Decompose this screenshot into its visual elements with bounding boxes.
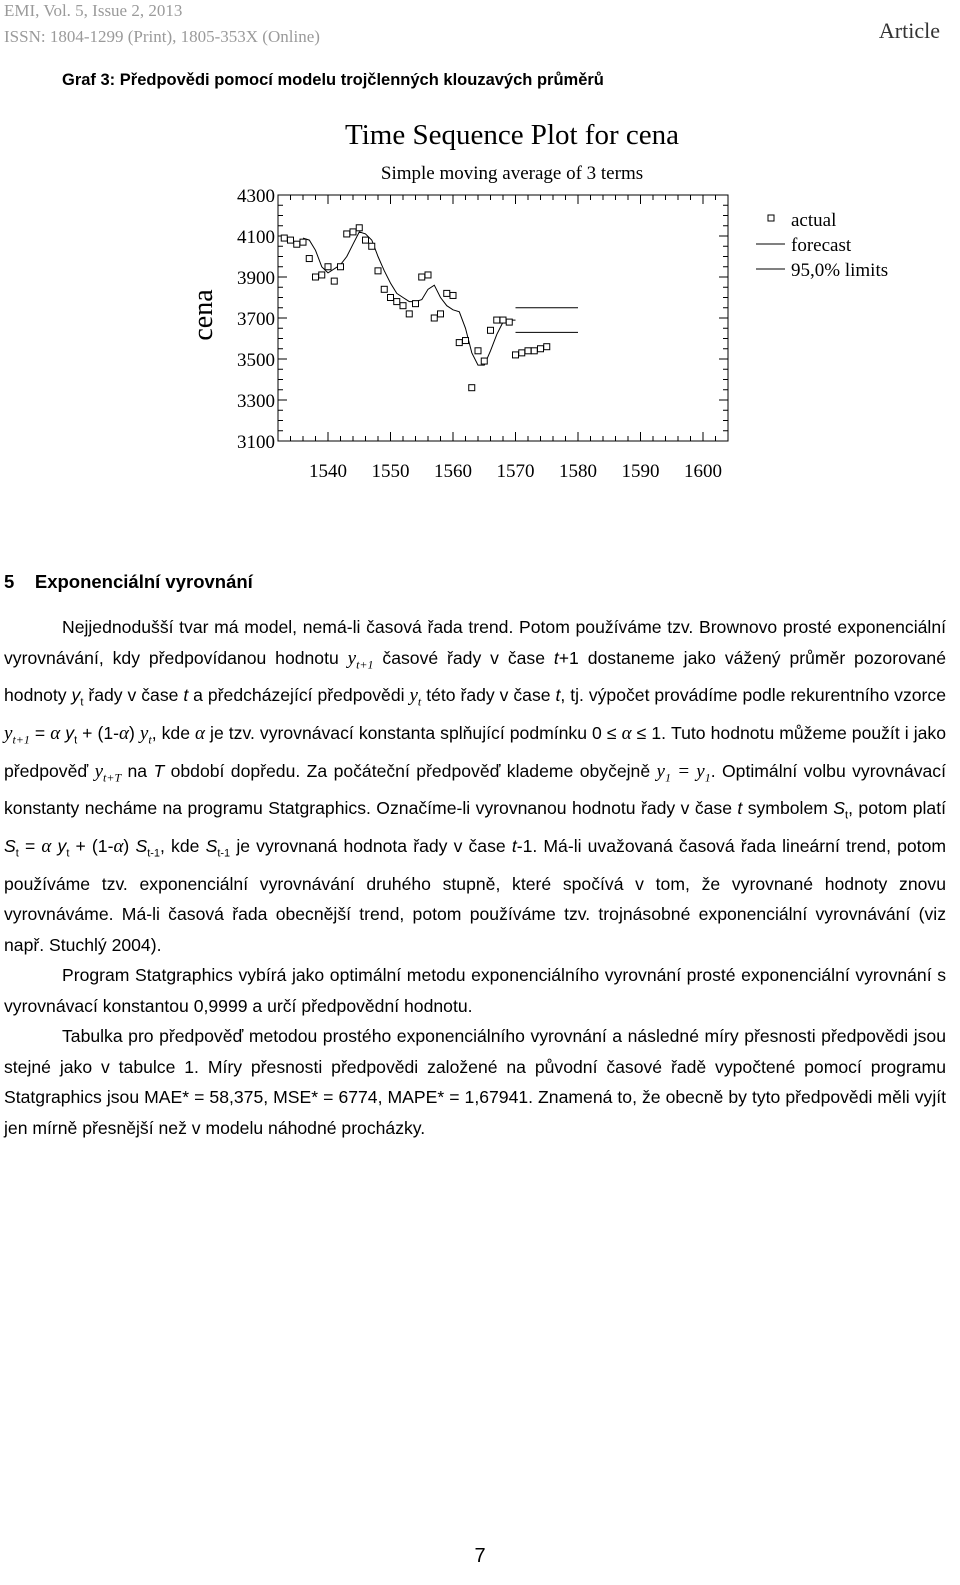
actual-point <box>344 231 350 237</box>
legend-label: forecast <box>791 235 852 256</box>
y-axis-label: cena <box>188 289 219 341</box>
p1-alpha: α <box>119 722 129 744</box>
chart-title: Time Sequence Plot for cena <box>345 119 679 151</box>
x-tick-label: 1600 <box>684 461 722 482</box>
actual-point <box>369 243 375 249</box>
actual-point <box>381 286 387 292</box>
p1-text-r: , potom platí <box>848 797 946 818</box>
actual-point <box>331 278 337 284</box>
actual-point <box>413 301 419 307</box>
p1-text-v: , kde <box>160 835 206 856</box>
p1-italic-S: S <box>833 797 846 818</box>
actual-point <box>444 290 450 296</box>
legend-marker-actual <box>768 215 774 221</box>
actual-point <box>531 348 537 354</box>
actual-point <box>475 348 481 354</box>
actual-point <box>456 340 462 346</box>
actual-point <box>325 264 331 270</box>
journal-name: EMI, Vol. 5, Issue 2, 2013 <box>4 1 183 20</box>
p1-math-y: y <box>347 647 357 669</box>
p1-math-y: y <box>139 722 149 744</box>
paragraph-2: Program Statgraphics vybírá jako optimální metodu exponenciálního vyrovnání prosté exponenciální vyrovnání s vyrovnávací konstantou 0,9999 a určí předpovědní hodnotu. <box>4 965 946 1016</box>
p1-sub: t <box>80 696 84 709</box>
p1-italic-S: S <box>135 835 148 856</box>
p1-text-c: +1 dostaneme jako vážený průměr pozorované hodnoty <box>4 647 947 705</box>
p1-italic-y: y <box>51 835 67 856</box>
section-number: 5 <box>4 571 15 592</box>
p1-sub: t <box>148 732 152 747</box>
p1-text-m: ≤ 1. Tuto hodnotu můžeme použít i jako předpověď <box>4 722 946 781</box>
p1-sub: t+1 <box>356 657 374 672</box>
actual-point <box>306 256 312 262</box>
actual-point <box>469 385 475 391</box>
page-number: 7 <box>474 1545 486 1567</box>
x-tick-label: 1570 <box>496 461 535 482</box>
p1-text-i: + (1- <box>77 722 120 743</box>
actual-point <box>375 268 381 274</box>
p1-italic-y: y <box>60 722 75 743</box>
p1-italic-t: t <box>511 835 517 856</box>
p1-text-n: na <box>121 760 154 781</box>
actual-point <box>356 225 362 231</box>
legend-label: actual <box>791 210 837 231</box>
chart-subtitle: Simple moving average of 3 terms <box>380 163 644 184</box>
p1-text-p: . Optimální volbu vyrovnávací konstanty necháme na programu Statgraphics. Označíme-li vyrovnanou hodnotu řady v čase <box>4 760 946 818</box>
body-text <box>4 612 946 1143</box>
x-tick-labels <box>309 461 722 482</box>
p1-sub: t-1 <box>217 847 231 860</box>
actual-point <box>463 338 469 344</box>
actual-point <box>363 237 369 243</box>
actual-point <box>506 319 512 325</box>
y-tick-labels <box>237 186 275 453</box>
section-heading <box>4 571 253 593</box>
p1-text-d: řady v čase <box>83 684 184 705</box>
p1-text-q: symbolem <box>742 797 834 818</box>
p1-text-s: = <box>18 835 42 856</box>
y-tick-label: 3100 <box>237 432 275 453</box>
p1-text-o: období dopředu. Za počáteční předpověď klademe obyčejně <box>164 760 657 781</box>
p1-sub: t <box>74 734 78 747</box>
p1-text-j: ) <box>129 722 140 743</box>
p1-math-y: y <box>656 760 665 782</box>
paragraph-3: Tabulka pro předpověď metodou prostého exponenciálního vyrovnání a následné míry přesnosti předpovědi jsou stejné jako v tabulce 1. Míry přesnosti předpovědi založené na původní časové řadě vypočtené pomocí programu Statgraphics jsou MAE* = 58,375, MSE* = 6774, MAPE* = 1,67941. Znamená to, že obecně by tyto předpovědi měli vyjít jen mírně přesnější než v modelu náhodné procházky. <box>4 1026 946 1138</box>
p1-math-y: y <box>94 760 104 782</box>
p1-sub: t+T <box>103 770 122 785</box>
actual-point <box>338 264 344 270</box>
actual-point <box>388 295 394 301</box>
actual-point <box>494 317 500 323</box>
p1-text-t: + (1- <box>69 835 114 856</box>
actual-point <box>431 315 437 321</box>
x-tick-label: 1560 <box>434 461 472 482</box>
p1-italic-S: S <box>205 835 218 856</box>
figure-caption: Graf 3: Předpovědi pomocí modelu trojčlenných klouzavých průměrů <box>62 71 604 89</box>
actual-point <box>350 229 356 235</box>
journal-issn: ISSN: 1804-1299 (Print), 1805-353X (Online) <box>4 27 320 46</box>
actual-point <box>281 235 287 241</box>
actual-point <box>500 317 506 323</box>
p1-italic-y: y <box>71 684 81 705</box>
p1-text-g: , tj. výpočet provádíme podle rekurentního vzorce <box>560 684 946 705</box>
actual-point <box>425 272 431 278</box>
p1-sub: t <box>66 847 70 860</box>
actual-point <box>438 311 444 317</box>
p1-sub: t <box>845 809 849 822</box>
p1-alpha: α <box>113 835 124 857</box>
section-title: Exponenciální vyrovnání <box>34 571 253 592</box>
p1-math-y: y <box>4 722 13 744</box>
p1-sub: t-1 <box>147 847 161 860</box>
forecast-line <box>303 232 516 365</box>
actual-point <box>319 272 325 278</box>
series-points <box>281 225 550 391</box>
legend-label: 95,0% limits <box>791 260 889 281</box>
actual-point <box>525 348 531 354</box>
p1-text-h: = <box>29 722 51 743</box>
y-tick-label: 4100 <box>237 227 275 248</box>
actual-point <box>294 241 300 247</box>
p1-text-x: -1. Má-li uvažovaná časová řada lineární trend, potom používáme tzv. exponenciální vyrovnávání druhého stupně, které spočívá v tom, že vyrovnané hodnoty znovu vyrovnáváme. Má-li časová řada obecnější trend, potom používáme tzv. trojnásobné exponenciální vyrovnávání (viz např. Stuchlý 2004). <box>4 835 947 955</box>
x-tick-label: 1540 <box>309 461 347 482</box>
y-tick-label: 3300 <box>237 391 275 412</box>
p1-alpha: α <box>50 722 61 744</box>
p1-sub: t+1 <box>12 732 30 747</box>
p1-sub: t <box>15 847 19 860</box>
y-tick-label: 3900 <box>237 268 275 289</box>
p1-italic-T: T <box>153 760 165 781</box>
p1-text-a: Nejjednodušší tvar má model, nemá-li časová řada trend. Potom používáme tzv. Brownovo prosté exponenciální vyrovnávání, kdy předpovídanou hodnotu <box>4 617 946 668</box>
actual-point <box>394 299 400 305</box>
p1-alpha: α <box>621 722 632 744</box>
p1-text-u: ) <box>123 835 136 856</box>
p1-sub: t <box>417 694 422 709</box>
time-sequence-chart <box>0 110 960 500</box>
p1-text-e: a předcházející předpovědi <box>188 684 410 705</box>
actual-point <box>538 346 544 352</box>
p1-sub: 1 <box>704 770 711 785</box>
paragraph-1 <box>4 612 946 960</box>
p1-sub: 1 <box>664 770 671 785</box>
x-tick-label: 1550 <box>371 461 410 482</box>
p1-alpha: α <box>195 722 206 744</box>
article-type: Article <box>878 18 940 43</box>
actual-point <box>513 352 519 358</box>
p1-italic-t: t <box>737 797 743 818</box>
actual-point <box>419 274 425 280</box>
actual-point <box>300 239 306 245</box>
p1-text-f: této řady v čase <box>421 684 556 705</box>
p1-italic-S: S <box>4 835 16 856</box>
p1-italic-t: t <box>555 684 561 705</box>
p1-italic-t: t <box>553 647 559 668</box>
p1-text-b: časové řady v čase <box>373 647 554 668</box>
y-tick-label: 3700 <box>237 309 275 330</box>
p1-text-l: je tzv. vyrovnávací konstanta splňující podmínku 0 ≤ <box>205 722 622 743</box>
chart-legend <box>756 210 888 281</box>
y-tick-label: 3500 <box>237 350 275 371</box>
p1-math-y: y <box>409 684 418 706</box>
p1-italic-t: t <box>183 684 189 705</box>
actual-point <box>481 358 487 364</box>
series-lines <box>303 232 578 365</box>
actual-point <box>450 292 456 298</box>
actual-point <box>406 311 412 317</box>
actual-point <box>288 237 294 243</box>
actual-point <box>519 350 525 356</box>
x-tick-label: 1590 <box>621 461 660 482</box>
x-tick-label: 1580 <box>559 461 597 482</box>
p1-math-eq: = y <box>670 760 705 782</box>
actual-point <box>544 344 550 350</box>
p1-text-w: je vyrovnaná hodnota řady v čase <box>230 835 512 856</box>
p1-alpha: α <box>41 835 52 857</box>
y-tick-label: 4300 <box>237 186 275 207</box>
p1-text-k: , kde <box>151 722 196 743</box>
actual-point <box>400 303 406 309</box>
actual-point <box>313 274 319 280</box>
actual-point <box>488 327 494 333</box>
